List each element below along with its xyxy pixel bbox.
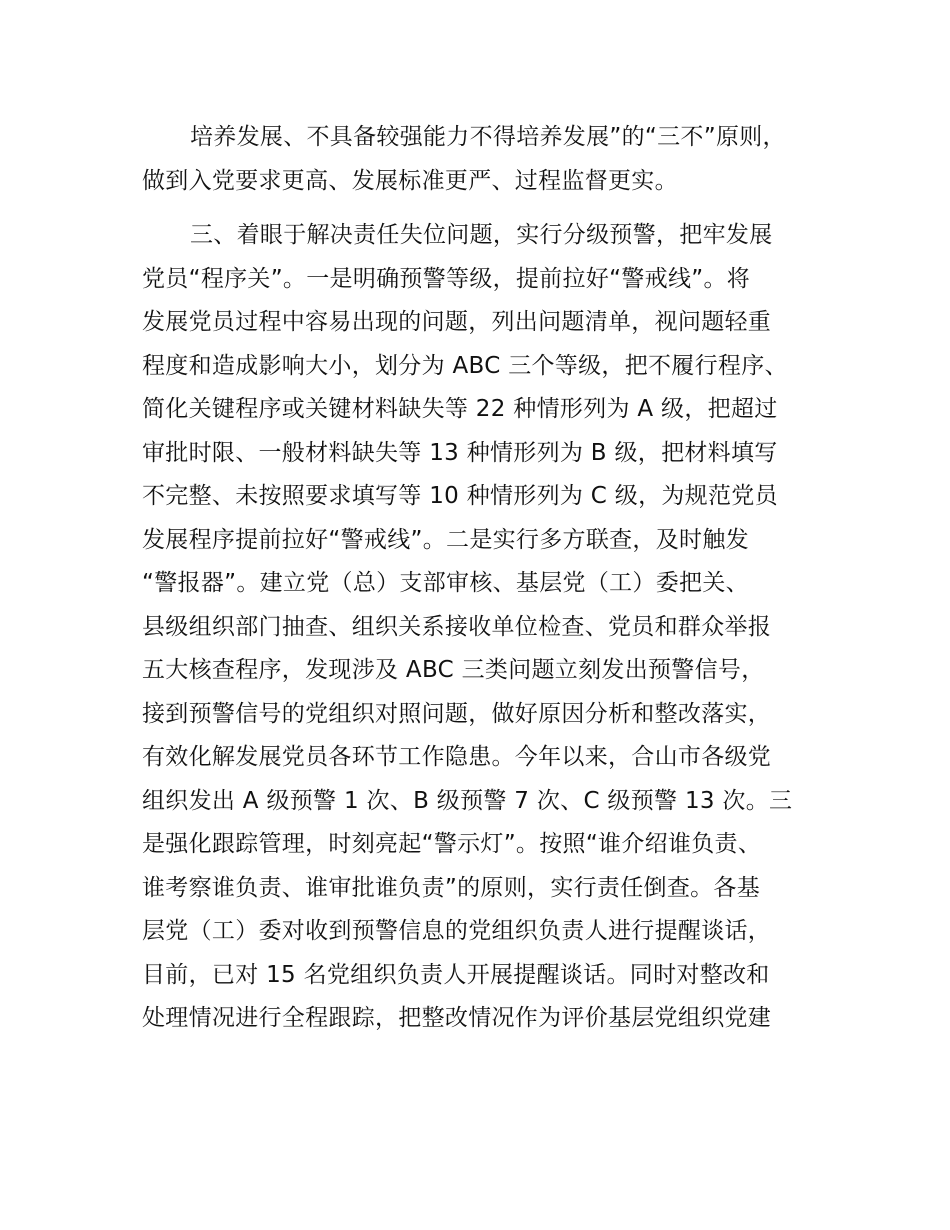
text-line: 有效化解发展党员各环节工作隐患。今年以来，合山市各级党 bbox=[142, 744, 772, 770]
text-line: 发展程序提前拉好“警戒线”。二是实行多方联查，及时触发 bbox=[142, 526, 749, 553]
text-line: “警报器”。建立党（总）支部审核、基层党（工）委把关、 bbox=[142, 570, 749, 596]
text-line: 不完整、未按照要求填写等 10 种情形列为 C 级，为规范党员 bbox=[142, 483, 778, 509]
text-line: 审批时限、一般材料缺失等 13 种情形列为 B 级，把材料填写 bbox=[142, 439, 778, 466]
section-heading-line: 三、着眼于解决责任失位问题，实行分级预警，把牢发展 bbox=[190, 222, 773, 248]
text-line: 培养发展、不具备较强能力不得培养发展”的“三不”原则， bbox=[190, 124, 786, 150]
text-line: 做到入党要求更高、发展标准更严、过程监督更实。 bbox=[142, 167, 678, 194]
text-line: 简化关键程序或关键材料缺失等 22 种情形列为 A 级，把超过 bbox=[142, 396, 778, 422]
text-line: 接到预警信号的党组织对照问题，做好原因分析和整改落实， bbox=[142, 700, 772, 727]
text-line: 目前，已对 15 名党组织负责人开展提醒谈话。同时对整改和 bbox=[142, 961, 770, 988]
text-line: 县级组织部门抽查、组织关系接收单位检查、党员和群众举报 bbox=[142, 613, 772, 640]
paragraph-principle-continuation bbox=[142, 116, 832, 203]
text-line: 谁考察谁负责、谁审批谁负责”的原则，实行责任倒查。各基 bbox=[142, 874, 761, 901]
text-line: 程度和造成影响大小，划分为 ABC 三个等级，把不履行程序、 bbox=[142, 352, 788, 379]
text-line: 发展党员过程中容易出现的问题，列出问题清单，视问题轻重 bbox=[142, 309, 772, 335]
text-line: 是强化跟踪管理，时刻亮起“警示灯”。按照“谁介绍谁负责、 bbox=[142, 831, 762, 857]
text-line: 五大核查程序，发现涉及 ABC 三类问题立刻发出预警信号， bbox=[142, 657, 765, 683]
paragraph-section-three bbox=[142, 214, 832, 1041]
text-line: 党员“程序关”。一是明确预警等级，提前拉好“警戒线”。将 bbox=[142, 265, 751, 292]
text-line: 组织发出 A 级预警 1 次、B 级预警 7 次、C 级预警 13 次。三 bbox=[142, 787, 793, 814]
text-line: 层党（工）委对收到预警信息的党组织负责人进行提醒谈话， bbox=[142, 918, 772, 944]
text-line: 处理情况进行全程跟踪，把整改情况作为评价基层党组织党建 bbox=[142, 1005, 772, 1031]
